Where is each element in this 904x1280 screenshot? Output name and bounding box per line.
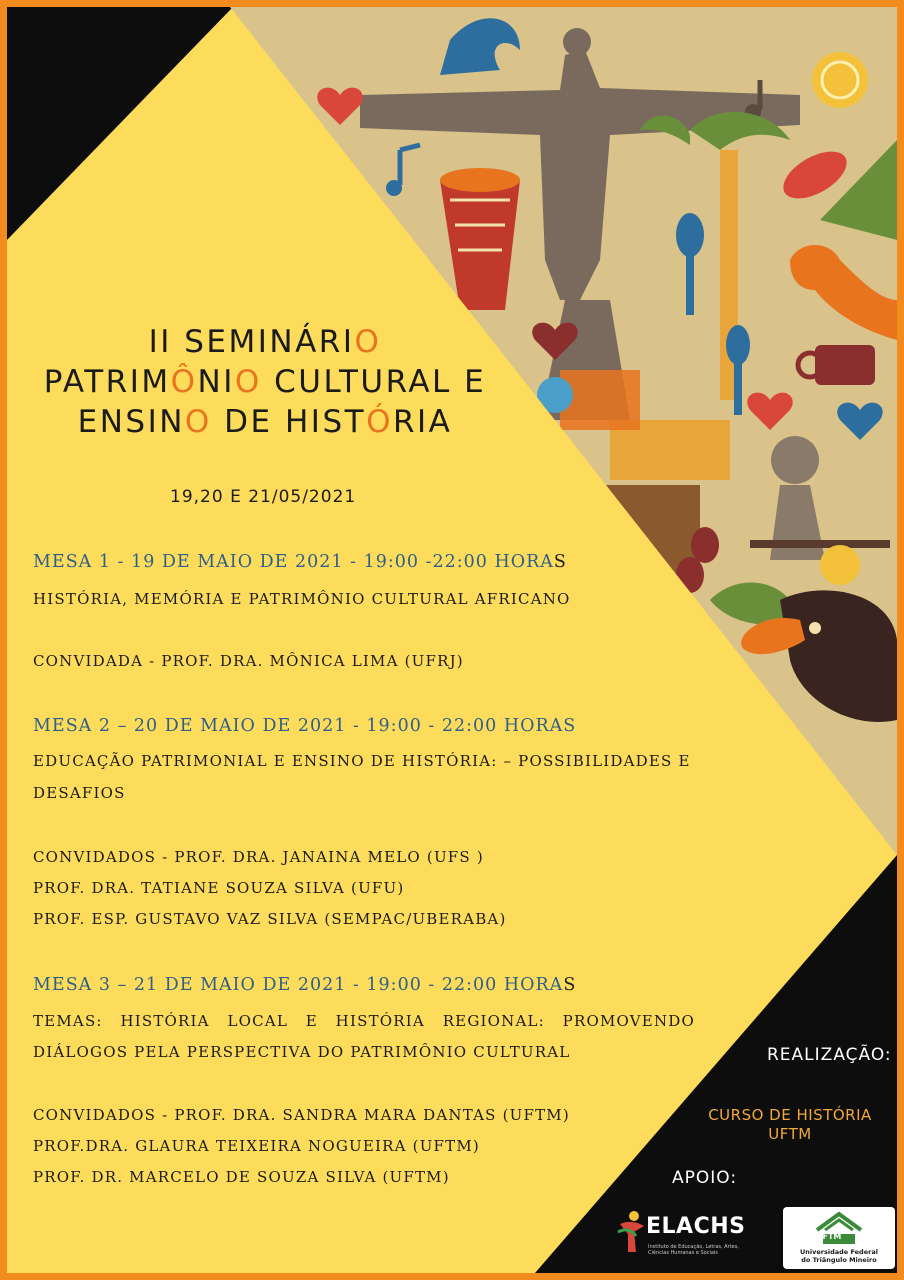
- mesa-3-heading: MESA 3 – 21 DE MAIO DE 2021 - 19:00 - 22:00 HORAS: [33, 975, 577, 995]
- mesa-3-guest: PROF.DRA. GLAURA TEIXEIRA NOGUEIRA (UFTM): [33, 1137, 480, 1155]
- title-line-1: II SEMINÁRIO: [148, 324, 382, 360]
- mesa-2-guest: CONVIDADOS - PROF. DRA. JANAINA MELO (UFS ): [33, 848, 484, 866]
- title-line-2: PATRIMÔNIO CULTURAL E: [43, 364, 487, 400]
- elachs-subtitle: Instituto de Educação, Letras, Artes, Ciências Humanas e Sociais: [648, 1244, 739, 1256]
- mesa-2-theme-line-1: EDUCAÇÃO PATRIMONIAL E ENSINO DE HISTÓRIA: – POSSIBILIDADES E: [33, 752, 691, 770]
- mesa-2-guest: PROF. ESP. GUSTAVO VAZ SILVA (SEMPAC/UBERABA): [33, 910, 507, 928]
- mesa-1-heading: MESA 1 - 19 DE MAIO DE 2021 - 19:00 -22:00 HORAS: [33, 552, 567, 572]
- mesa-3-guest: PROF. DR. MARCELO DE SOUZA SILVA (UFTM): [33, 1168, 450, 1186]
- mesa-1-guest: CONVIDADA - PROF. DRA. MÔNICA LIMA (UFRJ): [33, 652, 464, 670]
- uftm-name: UFTM: [816, 1232, 842, 1241]
- mesa-3-theme-line-2: DIÁLOGOS PELA PERSPECTIVA DO PATRIMÔNIO CULTURAL: [33, 1043, 571, 1061]
- uftm-logo: [783, 1207, 895, 1269]
- mesa-2-guest: PROF. DRA. TATIANE SOUZA SILVA (UFU): [33, 879, 405, 897]
- mesa-3-theme-line-1: TEMAS: HISTÓRIA LOCAL E HISTÓRIA REGIONAL: PROMOVENDO: [33, 1012, 695, 1030]
- coffee-bean-icon: [691, 527, 719, 563]
- uftm-subtitle: Universidade Federal do Triângulo Mineiro: [800, 1248, 878, 1264]
- mesa-1-theme: HISTÓRIA, MEMÓRIA E PATRIMÔNIO CULTURAL AFRICANO: [33, 590, 571, 608]
- elachs-logo: [616, 1206, 756, 1270]
- elachs-name: ELACHS: [646, 1214, 746, 1239]
- organizer: CURSO DE HISTÓRIA UFTM: [708, 1106, 872, 1143]
- mesa-2-theme-line-2: DESAFIOS: [33, 784, 126, 802]
- title-line-3: ENSINO DE HISTÓRIA: [77, 404, 453, 440]
- elachs-figure-icon: [616, 1210, 646, 1254]
- apoio-label: APOIO:: [672, 1168, 738, 1188]
- event-title: [0, 322, 545, 442]
- realizacao-label: REALIZAÇÃO:: [767, 1045, 892, 1065]
- mesa-3-guest: CONVIDADOS - PROF. DRA. SANDRA MARA DANTAS (UFTM): [33, 1106, 570, 1124]
- lime-icon: [812, 52, 868, 108]
- event-dates: 19,20 E 21/05/2021: [170, 487, 357, 507]
- mesa-2-heading: MESA 2 – 20 DE MAIO DE 2021 - 19:00 - 22:00 HORAS: [33, 716, 577, 736]
- maraca-icon: [676, 213, 704, 257]
